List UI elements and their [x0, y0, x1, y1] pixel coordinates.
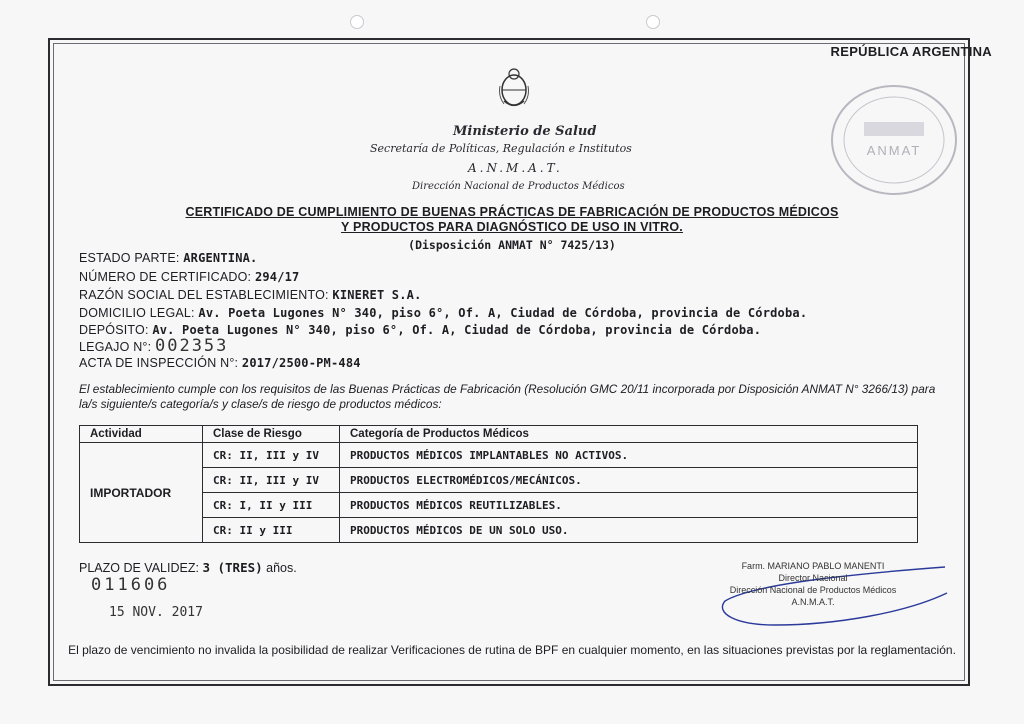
- stamp-date: 15 NOV. 2017: [109, 605, 203, 620]
- signer-office: Dirección Nacional de Productos Médicos: [729, 585, 897, 595]
- table-row: [80, 443, 918, 468]
- category-cell: PRODUCTOS MÉDICOS REUTILIZABLES.: [340, 493, 918, 518]
- field-label: DOMICILIO LEGAL:: [79, 306, 195, 320]
- field-acta: [79, 356, 361, 370]
- table-header-cell: Clase de Riesgo: [203, 426, 340, 443]
- category-cell: PRODUCTOS MÉDICOS IMPLANTABLES NO ACTIVOS.: [340, 443, 918, 468]
- signer-agency: A.N.M.A.T.: [791, 597, 835, 607]
- anmat-seal-icon: [826, 80, 962, 200]
- punch-hole: [350, 15, 364, 29]
- signer-name: Farm. MARIANO PABLO MANENTI: [741, 561, 885, 571]
- risk-class-cell: CR: II, III y IV: [203, 468, 340, 493]
- table-row: [80, 468, 918, 493]
- risk-class-cell: CR: II y III: [203, 518, 340, 543]
- seal-text: ANMAT: [866, 143, 922, 158]
- field-value: 294/17: [254, 270, 300, 284]
- table-header-row: [80, 426, 918, 443]
- stamp-number: 011606: [91, 575, 171, 595]
- validity-value: 3 (TRES): [202, 560, 263, 575]
- field-legajo: [79, 336, 228, 356]
- certificate-title-line1: CERTIFICADO DE CUMPLIMIENTO DE BUENAS PRÁCTICAS DE FABRICACIÓN DE PRODUCTOS MÉDICOS: [185, 205, 839, 219]
- directorate-name: Dirección Nacional de Productos Médicos: [412, 181, 625, 192]
- field-label: ESTADO PARTE:: [79, 251, 180, 265]
- table-row: [80, 518, 918, 543]
- field-label: RAZÓN SOCIAL DEL ESTABLECIMIENTO:: [79, 288, 329, 302]
- field-value: 002353: [154, 336, 229, 356]
- country-heading: REPÚBLICA ARGENTINA: [830, 44, 992, 59]
- certificate-disposition: (Disposición ANMAT N° 7425/13): [408, 238, 616, 252]
- ministry-name: Ministerio de Salud: [453, 124, 597, 139]
- validity-line: [79, 560, 297, 575]
- table-header-cell: Categoría de Productos Médicos: [340, 426, 918, 443]
- certificate-title-line2: Y PRODUCTOS PARA DIAGNÓSTICO DE USO IN VITRO.: [341, 220, 683, 234]
- field-label: DEPÓSITO:: [79, 323, 149, 337]
- field-domicilio: [79, 306, 807, 320]
- table-row: [80, 493, 918, 518]
- category-cell: PRODUCTOS MÉDICOS DE UN SOLO USO.: [340, 518, 918, 543]
- activity-cell: IMPORTADOR: [80, 443, 203, 543]
- field-value: ARGENTINA.: [183, 251, 258, 265]
- field-value: Av. Poeta Lugones N° 340, piso 6°, Of. A, Ciudad de Córdoba, provincia de Córdoba.: [152, 323, 762, 337]
- footer-note: El plazo de vencimiento no invalida la posibilidad de realizar Verificaciones de rutina de BPF en cualquier momento, en las situaciones previstas por la reglamentación.: [68, 643, 956, 657]
- category-cell: PRODUCTOS ELECTROMÉDICOS/MECÁNICOS.: [340, 468, 918, 493]
- signer-role: Director Nacional: [778, 573, 848, 583]
- field-numero: [79, 270, 300, 284]
- field-label: LEGAJO N°:: [79, 340, 152, 354]
- risk-class-cell: CR: II, III y IV: [203, 443, 340, 468]
- field-value: Av. Poeta Lugones N° 340, piso 6°, Of. A, Ciudad de Córdoba, provincia de Córdoba.: [198, 306, 808, 320]
- agency-name: A.N.M.A.T.: [468, 161, 563, 175]
- punch-hole: [646, 15, 660, 29]
- signature-block: [718, 560, 908, 608]
- risk-class-cell: CR: I, II y III: [203, 493, 340, 518]
- field-estado: [79, 251, 257, 265]
- validity-unit: años.: [266, 561, 297, 575]
- secretariat-name: Secretaría de Políticas, Regulación e Institutos: [370, 142, 632, 155]
- field-label: ACTA DE INSPECCIÓN N°:: [79, 356, 239, 370]
- categories-table: [79, 425, 918, 543]
- validity-label: PLAZO DE VALIDEZ:: [79, 561, 199, 575]
- field-value: KINERET S.A.: [332, 288, 422, 302]
- field-razon-social: [79, 288, 422, 302]
- field-deposito: [79, 323, 761, 337]
- field-label: NÚMERO DE CERTIFICADO:: [79, 270, 252, 284]
- coat-of-arms-icon: [496, 66, 532, 110]
- field-value: 2017/2500-PM-484: [241, 356, 361, 370]
- table-header-cell: Actividad: [80, 426, 203, 443]
- intro-paragraph: El establecimiento cumple con los requisitos de las Buenas Prácticas de Fabricación (Resolución GMC 20/11 incorporada por Disposición ANMAT N° 3266/13) para la/s siguiente/s categoría/s y clase/s de riesgo de productos médicos:: [79, 382, 936, 411]
